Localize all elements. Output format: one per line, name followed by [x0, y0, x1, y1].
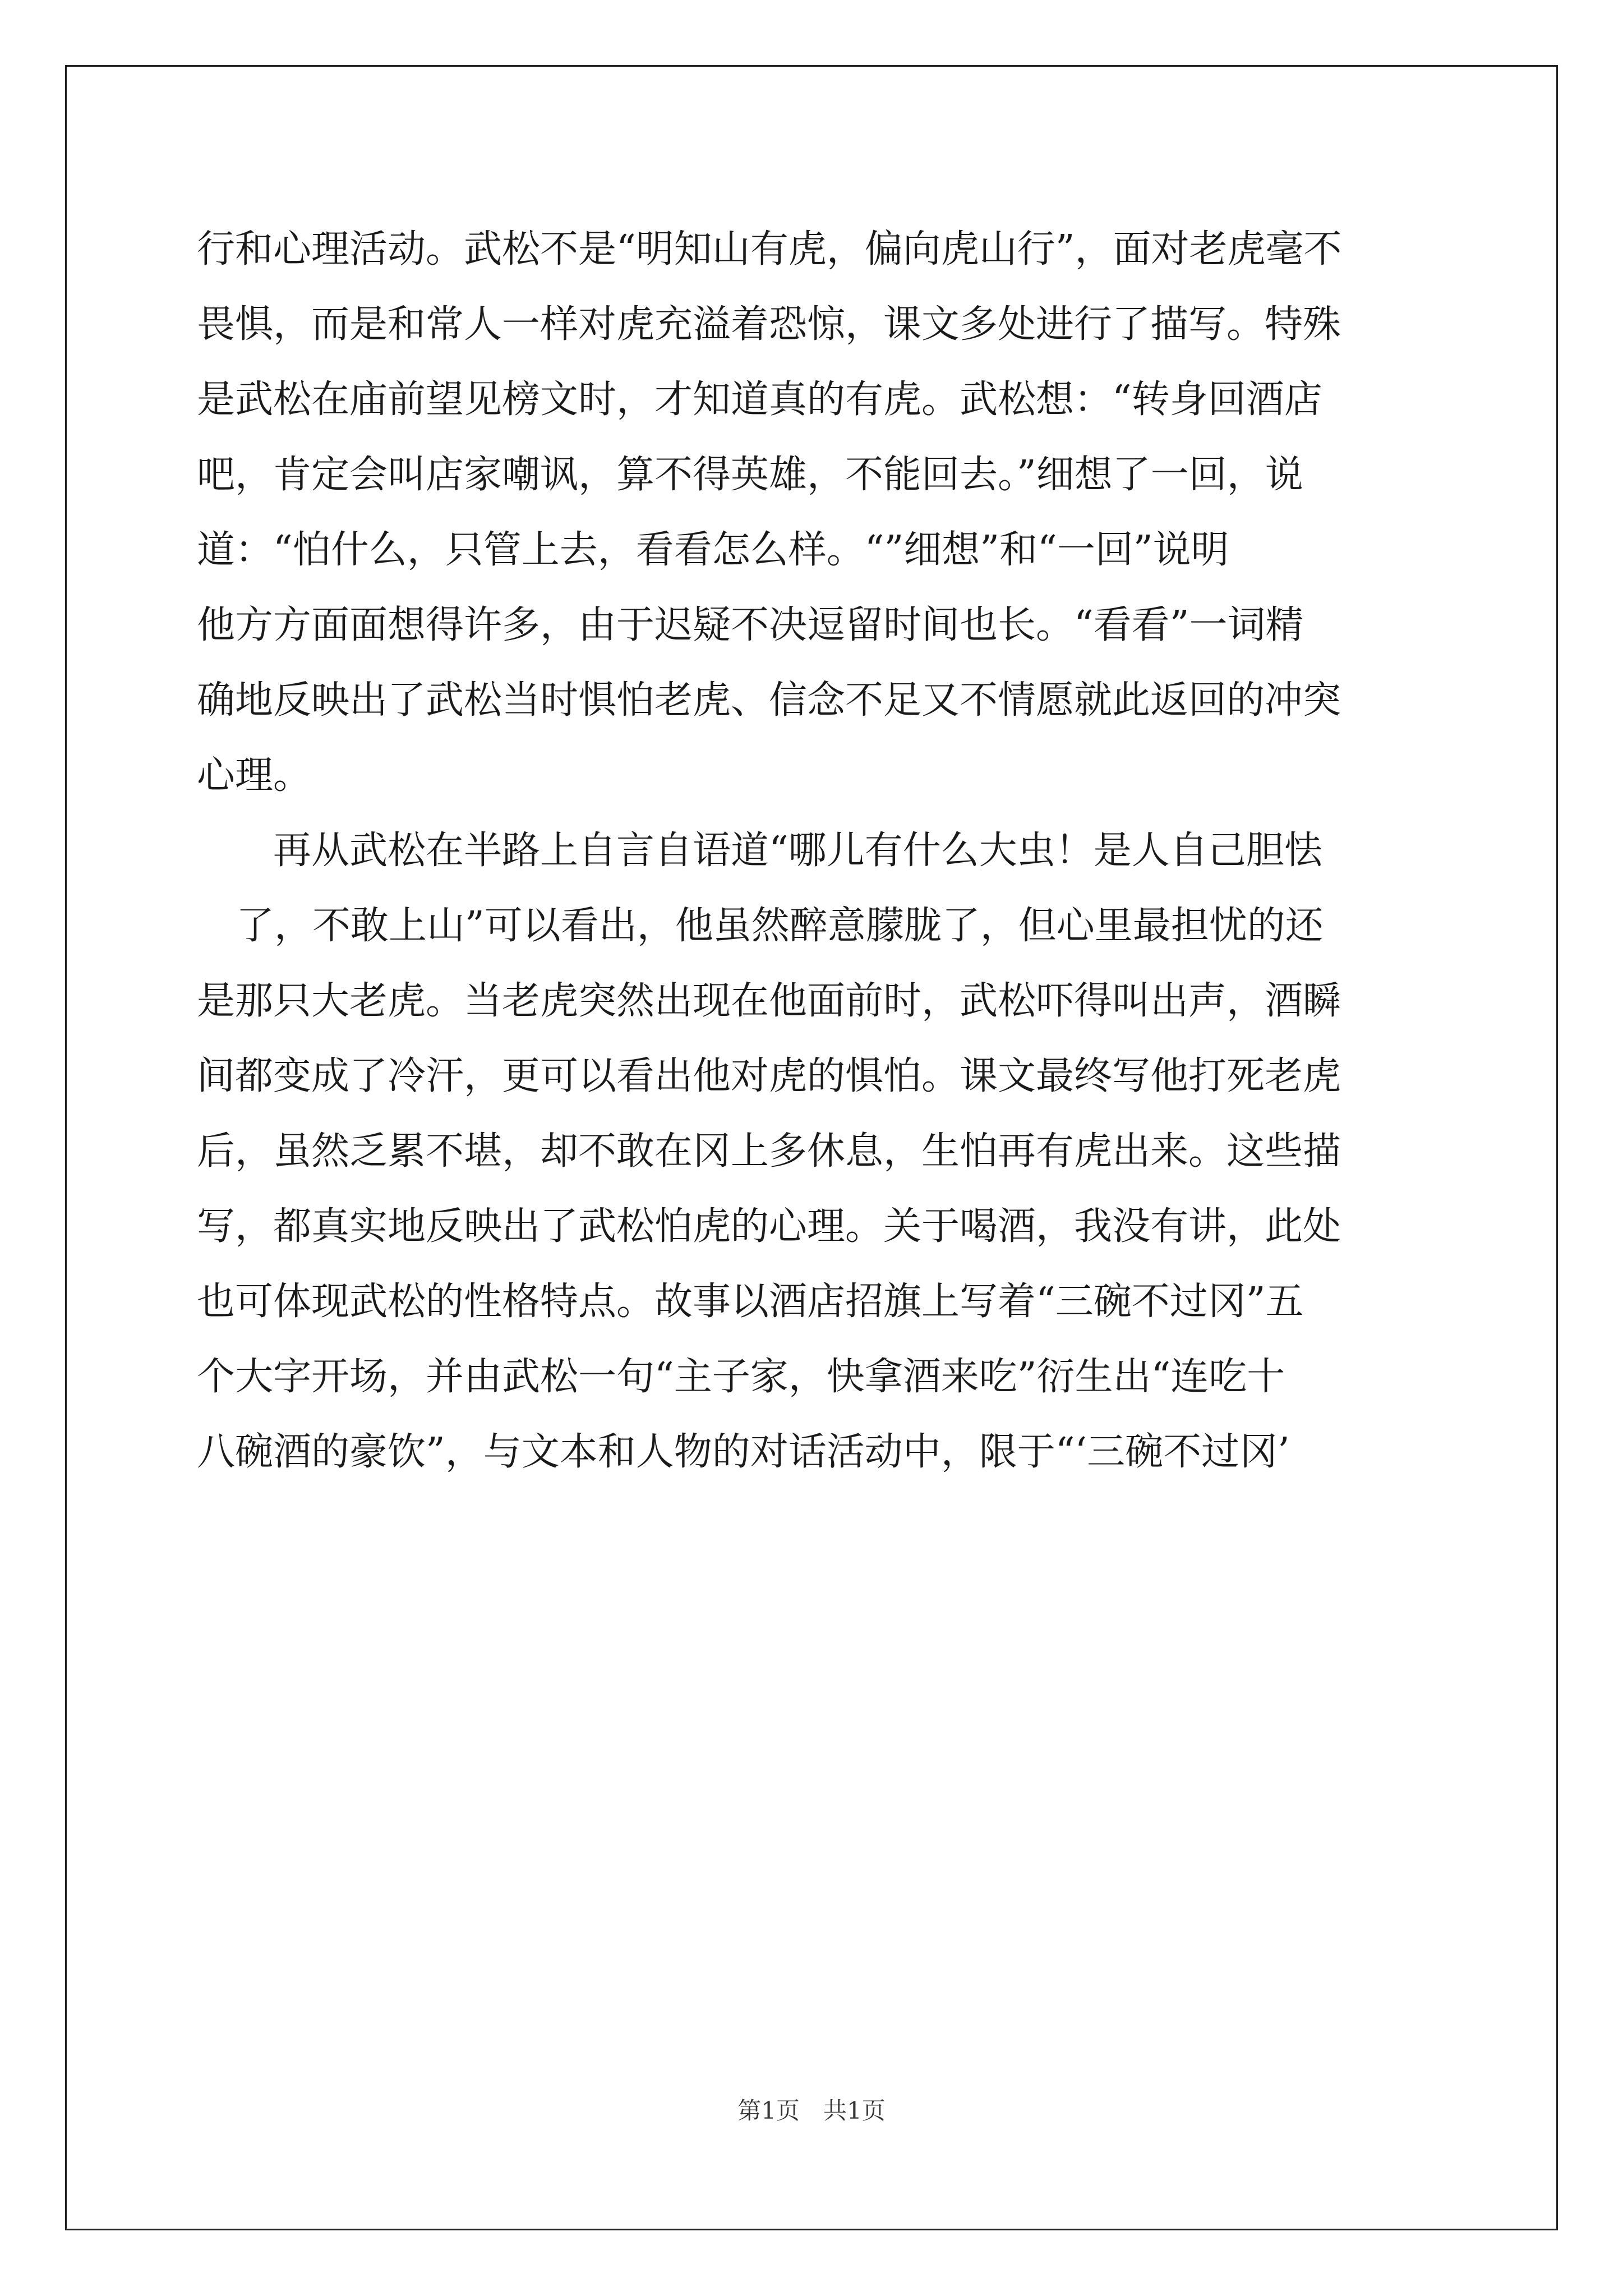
text-line: 是武松在庙前望见榜文时，才知道真的有虎。武松想：“转身回酒店	[197, 378, 1322, 422]
paragraph-start-line: 再从武松在半路上自言自语道“哪儿有什么大虫！是人自己胆怯	[273, 829, 1322, 873]
text-line: 是那只大老虎。当老虎突然出现在他面前时，武松吓得叫出声，酒瞬	[197, 979, 1341, 1023]
text-line: 后，虽然乏累不堪，却不敢在冈上多休息，生怕再有虎出来。这些描	[197, 1129, 1341, 1174]
text-line: 也可体现武松的性格特点。故事以酒店招旗上写着“三碗不过冈”五	[197, 1280, 1304, 1324]
text-line: 行和心理活动。武松不是“明知山有虎，偏向虎山行”，面对老虎毫不	[197, 227, 1342, 272]
text-line: 心理。	[197, 753, 312, 798]
text-line: 他方方面面想得许多，由于迟疑不决逗留时间也长。“看看”一词精	[197, 603, 1304, 647]
text-line: 吧，肯定会叫店家嘲讽，算不得英雄，不能回去。”细想了一回，说	[197, 453, 1303, 497]
text-line: 八碗酒的豪饮”，与文本和人物的对话活动中，限于“‘三碗不过冈’	[197, 1430, 1290, 1474]
text-line: 道：“怕什么，只管上去，看看怎么样。“”细想”和“一回”说明	[197, 528, 1229, 572]
text-line: 了，不敢上山”可以看出，他虽然醉意朦胧了，但心里最担忧的还	[236, 904, 1324, 948]
text-line: 写，都真实地反映出了武松怕虎的心理。关于喝酒，我没有讲，此处	[197, 1204, 1341, 1249]
page-number: 第1页 共1页	[737, 2097, 886, 2124]
text-line: 确地反映出了武松当时惧怕老虎、信念不足又不情愿就此返回的冲突	[197, 678, 1341, 723]
text-line: 间都变成了冷汗，更可以看出他对虎的惧怕。课文最终写他打死老虎	[197, 1054, 1341, 1098]
text-line: 个大字开场，并由武松一句“主子家，快拿酒来吃”衍生出“连吃十	[197, 1355, 1285, 1399]
document-body	[197, 212, 1425, 1490]
text-line: 畏惧，而是和常人一样对虎充溢着恐惊，课文多处进行了描写。特殊	[197, 302, 1341, 347]
